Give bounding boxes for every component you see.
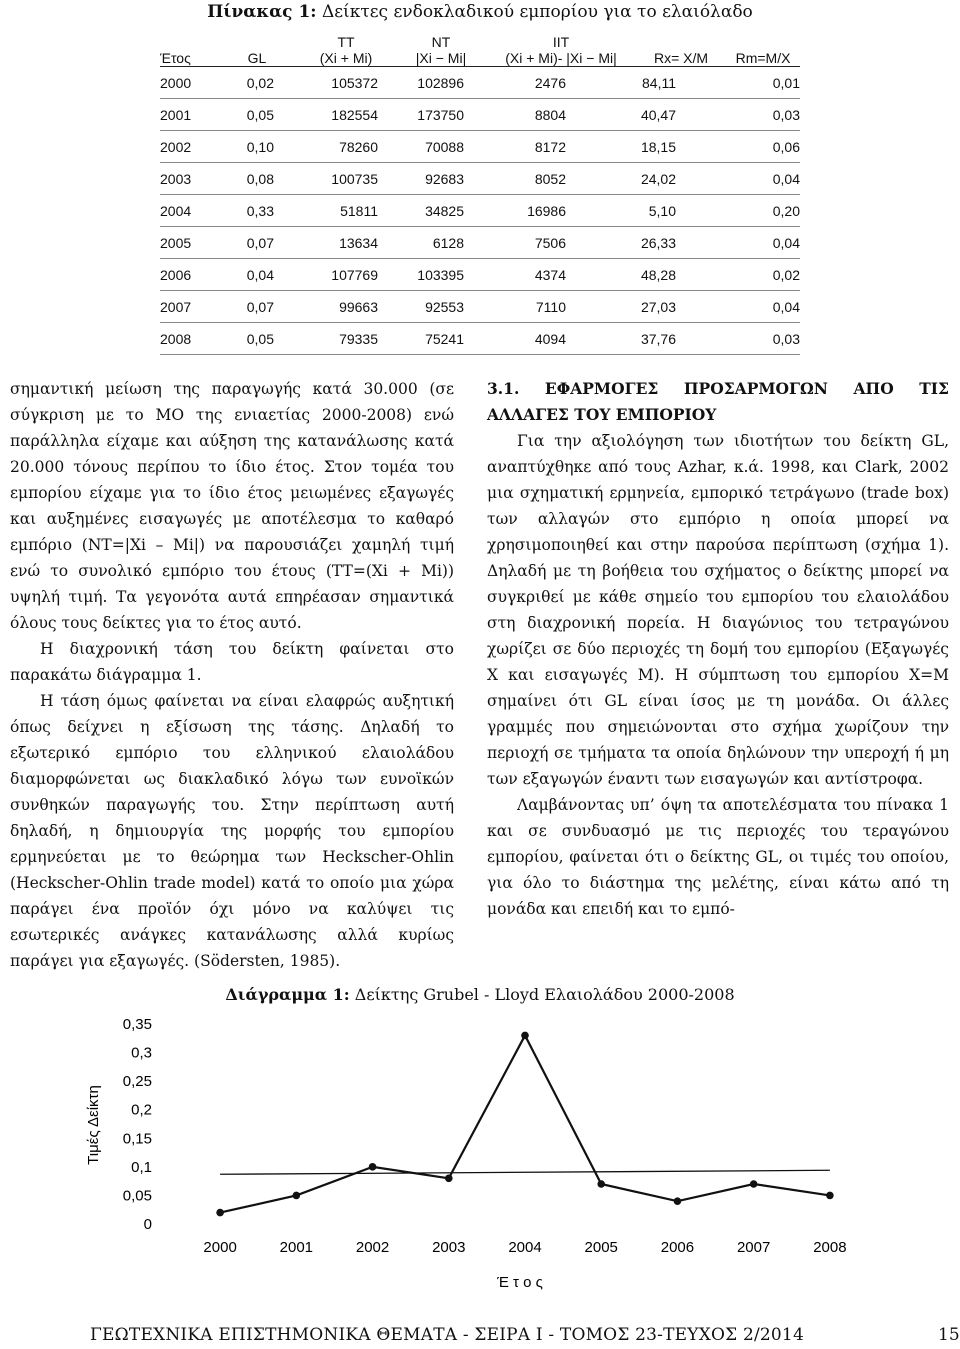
- table-row: 2001 0,05 182554 173750 8804 40,47 0,03: [160, 99, 800, 131]
- table-row: 2002 0,10 78260 70088 8172 18,15 0,06: [160, 131, 800, 163]
- plot-area: [123, 1016, 847, 1256]
- data-point: [597, 1180, 605, 1188]
- table-row: 2000 0,02 105372 102896 2476 84,11 0,01: [160, 67, 800, 99]
- left-paragraph-3: Η τάση όμως φαίνεται να είναι ελαφρώς αυξητική όπως δείχνει η εξίσωση της τάσης. Δηλαδή το εξωτερικό εμπόριο του ελληνικού ελαιολάδου διαμορφώνεται ως διακλαδικό λόγω των ευνοϊκών συνθηκών παραγωγής του. Στην περίπτωση αυτή δηλαδή, η δημιουργία της μορφής του εμπορίου ερμηνεύεται με το θεώρημα των Heckscher-Ohlin (Heckscher-Ohlin trade model) κατά το οποίο μια χώρα παράγει ένα προϊόν όχι μόνο να καλύψει τις εσωτερικές ανάγκες κατανάλωσης αλλά κυρίως παράγει για εξαγωγές. (Södersten, 1985).: [10, 692, 454, 970]
- data-point: [521, 1032, 529, 1040]
- y-tick-label: 0,25: [122, 1073, 152, 1091]
- y-tick-label: 0: [143, 1216, 152, 1233]
- left-paragraph-2: Η διαχρονική τάση του δείκτη φαίνεται στο παρακάτω διάγραμμα 1.: [10, 640, 454, 684]
- journal-footer: ΓΕΩΤΕΧΝΙΚΑ ΕΠΙΣΤΗΜΟΝΙΚΑ ΘΕΜΑΤΑ - ΣΕΙΡΑ Ι - ΤΟΜΟΣ 23-ΤΕΥΧΟΣ 2/2014: [90, 1325, 804, 1345]
- page-number: 15: [938, 1325, 960, 1345]
- col-header-tt: TT (Xi + Mi): [319, 34, 373, 66]
- col-header-rx: Rx= X/M: [653, 50, 709, 66]
- right-paragraph-1: Για την αξιολόγηση των ιδιοτήτων του δείκτη GL, αναπτύχθηκε από τους Azhar, κ.ά. 1998, και Clark, 2002 μια σχηματική ερμηνεία, εμπορικό τετράγωνο (trade box) των αλλαγών στο εμπόριο η οποία μπορεί να χρησιμοποιηθεί και στην παρούσα περίπτωση (σχήμα 1). Δηλαδή με τη βοήθεια του σχήματος ο δείκτης μπορεί να συγκριθεί με κάθε σημείο του εμπορίου του ελαιολάδου στη διαχρονική πορεία. Η διαγώνιος του τετραγώνου χωρίζει σε δύο περιοχές τη δομή του εμπορίου (Εξαγωγές X και εισαγωγές M). Η σύμπτωση του εμπορίου X=M σημαίνει ότι GL είναι ίσος με τη μονάδα. Οι άλλες γραμμές που σημειώνονται στο σχήμα χωρίζουν την περιοχή σε τμήματα τα οποία δηλώνουν την υπεροχή ή μη των εξαγωγών έναντι των εισαγωγών και αντίστροφα.: [487, 432, 949, 788]
- table-row: 2005 0,07 13634 6128 7506 26,33 0,04: [160, 227, 800, 259]
- table-header-row: [160, 34, 800, 67]
- data-table: [160, 34, 800, 355]
- y-tick-label: 0,3: [131, 1044, 152, 1062]
- right-paragraph-2: Λαμβάνοντας υπ’ όψη τα αποτελέσματα του πίνακα 1 και σε συνδυασμό με τις περιοχές του τεραγώνου εμπορίου, φαίνεται ότι ο δείκτης GL, οι τιμές του οποίου, για όλο το διάστημα της μελέτης, είναι κάτω από τη μονάδα και επειδή και το εμπό-: [487, 796, 949, 918]
- x-tick-label: 2008: [813, 1239, 847, 1256]
- col-header-gl: GL: [247, 50, 267, 66]
- y-tick-label: 0,05: [122, 1187, 152, 1205]
- col-header-year: Έτος: [160, 50, 191, 66]
- table-row: 2008 0,05 79335 75241 4094 37,76 0,03: [160, 323, 800, 355]
- data-point: [445, 1174, 453, 1182]
- section-heading: 3.1. ΕΦΑΡΜΟΓΕΣ ΠΡΟΣΑΡΜΟΓΩΝ ΑΠΟ ΤΙΣ ΑΛΛΑΓΕΣ ΤΟΥ ΕΜΠΟΡΙΟΥ: [487, 379, 949, 424]
- x-tick-label: 2000: [203, 1239, 237, 1256]
- x-tick-label: 2001: [279, 1239, 314, 1256]
- table-row: 2003 0,08 100735 92683 8052 24,02 0,04: [160, 163, 800, 195]
- data-point: [293, 1192, 301, 1200]
- x-tick-label: 2005: [584, 1239, 618, 1256]
- left-paragraph-1: σημαντική μείωση της παραγωγής κατά 30.000 (σε σύγκριση με το ΜΟ της ενιαετίας 2000-2008) ενώ παράλληλα είχαμε και αύξηση της κατανάλωσης κατά 20.000 τόνους περίπου το ίδιο έτος. Στον τομέα του εμπορίου είχαμε για το ίδιο έτος μειωμένες εξαγωγές και αυξημένες εισαγωγές με αποτέλεσμα το καθαρό εμπόριο (NT=|Xi – Mi|) να παρουσιάζει χαμηλή τιμή ενώ το συνολικό εμπόριο του έτους (TT=(Xi + Mi)) υψηλή τιμή. Τα γεγονότα αυτά επηρέασαν σημαντικά όλους τους δείκτες για το έτος αυτό.: [10, 380, 454, 632]
- col-header-nt: NT |Xi − Mi|: [415, 34, 467, 66]
- series-line: [220, 1035, 830, 1212]
- right-column: [487, 376, 949, 922]
- table-row: 2006 0,04 107769 103395 4374 48,28 0,02: [160, 259, 800, 291]
- table-title: Πίνακας 1: Δείκτες ενδοκλαδικού εμπορίου για το ελαιόλαδο: [207, 2, 753, 22]
- x-axis-label: Έ τ ο ς: [497, 1274, 543, 1291]
- data-point: [369, 1163, 377, 1171]
- y-tick-label: 0,2: [131, 1101, 152, 1119]
- table-row: 2007 0,07 99663 92553 7110 27,03 0,04: [160, 291, 800, 323]
- left-column: [10, 376, 454, 974]
- x-tick-label: 2004: [508, 1239, 542, 1256]
- data-point: [750, 1180, 758, 1188]
- gl-index-line-chart: [0, 1000, 960, 1310]
- data-point: [826, 1192, 834, 1200]
- y-axis-label: Τιμές Δείκτη: [85, 1085, 102, 1165]
- trend-line: [220, 1170, 830, 1174]
- data-point: [674, 1197, 682, 1205]
- x-tick-label: 2002: [355, 1239, 390, 1256]
- y-tick-label: 0,15: [122, 1130, 152, 1148]
- data-point: [216, 1209, 224, 1217]
- chart-title: Διάγραμμα 1: Δείκτης Grubel - Lloyd Ελαιολάδου 2000-2008: [225, 985, 735, 1004]
- y-tick-label: 0,1: [131, 1158, 152, 1176]
- col-header-iit: IIT (Xi + Mi)- |Xi − Mi|: [505, 34, 617, 66]
- x-tick-label: 2006: [660, 1239, 695, 1256]
- table-row: 2004 0,33 51811 34825 16986 5,10 0,20: [160, 195, 800, 227]
- x-tick-label: 2007: [736, 1239, 771, 1256]
- x-tick-label: 2003: [432, 1239, 466, 1256]
- col-header-rm: Rm=M/X: [735, 50, 791, 66]
- y-tick-label: 0,35: [122, 1016, 152, 1033]
